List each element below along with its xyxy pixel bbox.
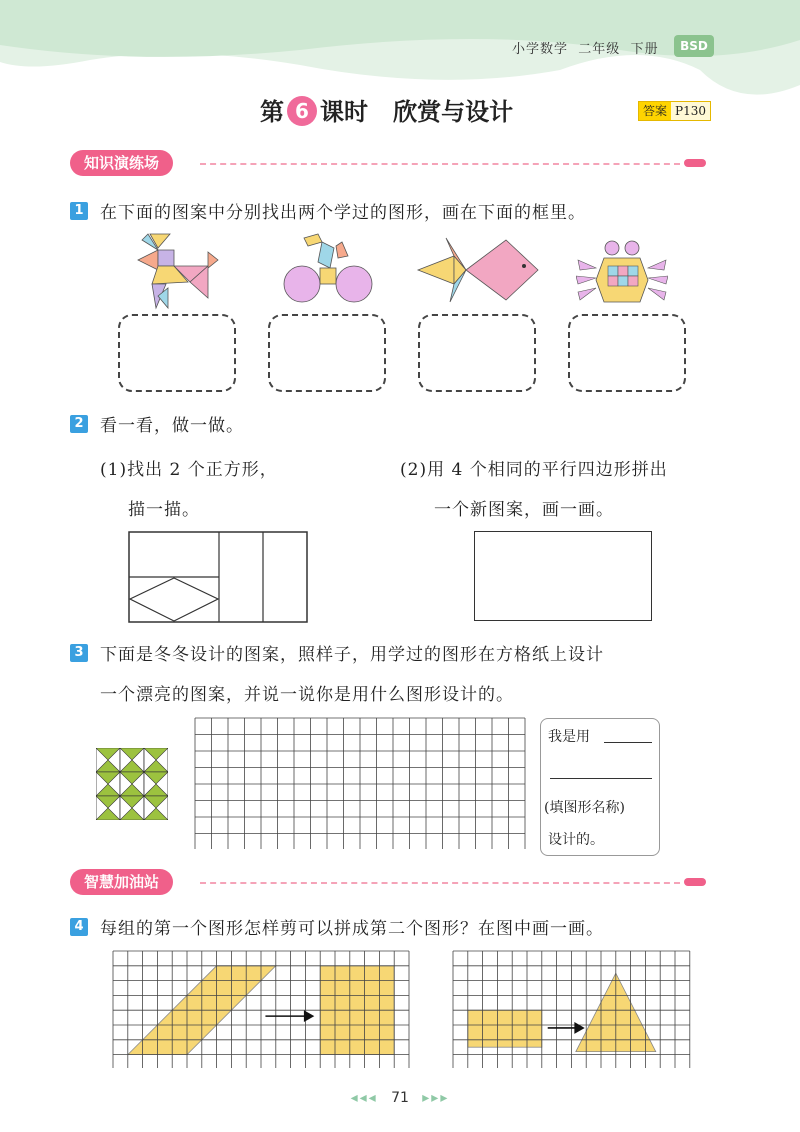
section-knowledge-practice: 知识演练场 [70,150,173,176]
answer-reference[interactable]: 答案 P130 [638,101,711,121]
question-4-text: 每组的第一个图形怎样剪可以拼成第二个图形？在图中画一画。 [100,919,604,939]
header-text: 小学数学 二年级 下册 [512,42,659,57]
tangram-dog-figure [128,232,224,312]
question-number: 3 [70,644,88,662]
crab-figure [576,240,668,310]
answer-box-3[interactable] [418,314,536,392]
design-grid[interactable] [194,717,528,849]
question-number: 2 [70,415,88,433]
q2-part1-line1: (1)找出 2 个正方形， [100,460,278,480]
prev-page-arrows[interactable]: ◂◂◂ [350,1090,378,1106]
dongdong-pattern [96,748,168,820]
bicycle-figure [282,232,376,306]
page-number-bar [0,1090,800,1106]
parallelogram-to-square-grid[interactable] [112,950,410,1068]
question-1-text: 在下面的图案中分别找出两个学过的图形，画在下面的框里。 [100,203,586,223]
answer-box-1[interactable] [118,314,236,392]
q2-part2-line1: (2)用 4 个相同的平行四边形拼出 [400,460,668,480]
rectangle-to-triangle-grid[interactable] [452,950,692,1068]
q2-part2-line2: 一个新图案，画一画。 [434,500,614,520]
fill-blank-1[interactable] [604,742,652,743]
next-page-arrows[interactable]: ▸▸▸ [422,1090,450,1106]
fill-blank-2[interactable] [550,778,652,779]
question-2-text: 看一看，做一做。 [100,416,244,436]
pencil-icon [684,878,706,886]
section-divider [200,882,680,884]
note-line-2: (填图形名称) [544,800,625,816]
edition-badge: BSD [674,35,714,57]
pencil-icon [684,159,706,167]
parallelogram-drawing-area[interactable] [474,531,652,621]
question-3-line2: 一个漂亮的图案，并说一说你是用什么图形设计的。 [100,685,514,705]
section-wisdom-station: 智慧加油站 [70,869,173,895]
note-line-3: 设计的。 [548,832,604,848]
page-title: 第 6 课时 欣赏与设计 [260,98,514,126]
squares-figure[interactable] [128,531,308,623]
answer-box-2[interactable] [268,314,386,392]
lesson-number-badge: 6 [287,96,317,126]
note-line-1: 我是用 [548,729,590,745]
question-number: 1 [70,202,88,220]
q2-part1-line2: 描一描。 [128,500,200,520]
answer-box-4[interactable] [568,314,686,392]
section-divider [200,163,680,165]
question-number: 4 [70,918,88,936]
page-number: 71 [391,1090,409,1106]
question-3-line1: 下面是冬冬设计的图案，照样子，用学过的图形在方格纸上设计 [100,645,604,665]
tangram-fish-figure [416,236,540,304]
